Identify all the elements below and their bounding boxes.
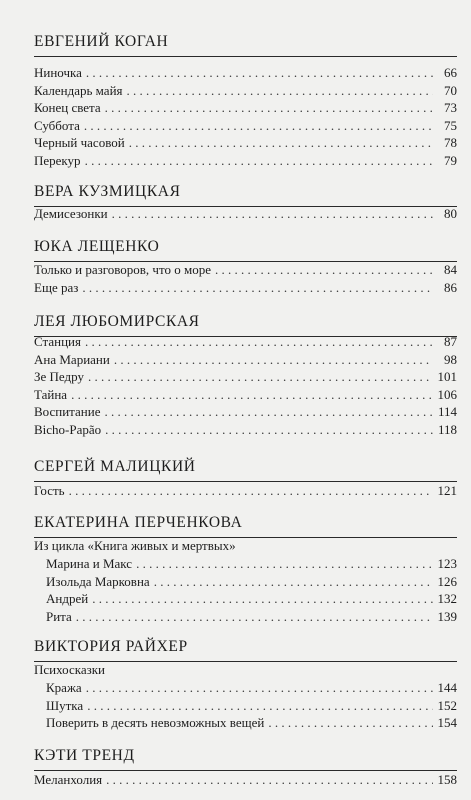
- entry-page: 132: [437, 591, 457, 606]
- entry-page: 126: [437, 573, 457, 589]
- toc-entry: [34, 261, 457, 279]
- entry-page: 121: [437, 483, 457, 498]
- entry-list: [34, 64, 457, 169]
- toc-entry: [34, 697, 457, 715]
- author-name: СЕРГЕЙ МАЛИЦКИЙ: [34, 458, 196, 475]
- toc-entry: [34, 421, 457, 439]
- entry-list: [34, 333, 457, 438]
- entry-title: Bicho-Papão: [34, 421, 102, 437]
- toc-entry: [34, 555, 457, 573]
- leader-dots: [87, 697, 433, 715]
- toc-entry: [34, 608, 457, 626]
- entry-title: Календарь майя: [34, 82, 123, 98]
- entry-title: Тайна: [34, 386, 68, 402]
- toc-entry: [34, 333, 457, 351]
- toc-entry: [34, 134, 457, 152]
- leader-dots: [71, 386, 433, 404]
- entry-page: 75: [444, 117, 457, 133]
- leader-dots: [136, 555, 433, 573]
- toc-entry: [34, 771, 457, 789]
- author-name: ЕКАТЕРИНА ПЕРЧЕНКОВА: [34, 514, 243, 531]
- entry-title: Демисезонки: [34, 206, 108, 221]
- leader-dots: [85, 152, 433, 170]
- toc-entry: [34, 117, 457, 135]
- entry-title: Марина и Макс: [46, 556, 133, 571]
- entry-page: 79: [444, 152, 457, 168]
- toc-entry: [34, 714, 457, 732]
- entry-page: 84: [444, 262, 457, 277]
- entry-page: 106: [437, 386, 457, 402]
- toc-entry: [34, 279, 457, 297]
- entry-title: Конец света: [34, 100, 101, 115]
- entry-title: Воспитание: [34, 404, 101, 419]
- leader-dots: [112, 205, 433, 223]
- leader-dots: [127, 82, 433, 100]
- entry-page: 158: [437, 772, 457, 787]
- entry-list: [34, 555, 457, 625]
- toc-entry: [34, 351, 457, 369]
- leader-dots: [76, 608, 433, 626]
- leader-dots: [86, 64, 433, 82]
- author-name: ЕВГЕНИЙ КОГАН: [34, 33, 169, 50]
- entry-title: Андрей: [46, 591, 89, 606]
- leader-dots: [86, 679, 433, 697]
- toc-entry: [34, 482, 457, 500]
- leader-dots: [268, 714, 433, 732]
- entry-title: Кража: [46, 680, 82, 695]
- entry-page: 98: [444, 351, 457, 367]
- entry-page: 152: [437, 697, 457, 713]
- leader-dots: [154, 573, 433, 591]
- leader-dots: [69, 482, 433, 500]
- entry-title: Суббота: [34, 117, 80, 133]
- entry-list: [34, 205, 457, 223]
- author-name: ВИКТОРИЯ РАЙХЕР: [34, 638, 188, 655]
- entry-title: Ниночка: [34, 65, 82, 80]
- entry-list: [34, 261, 457, 296]
- entry-list: [34, 679, 457, 732]
- entry-page: 86: [444, 279, 457, 295]
- entry-list: [34, 771, 457, 789]
- entry-title: Перекур: [34, 152, 81, 168]
- author-name: ЛЕЯ ЛЮБОМИРСКАЯ: [34, 313, 200, 330]
- leader-dots: [82, 279, 433, 297]
- leader-dots: [105, 421, 433, 439]
- toc-entry: [34, 205, 457, 223]
- entry-title: Поверить в десять невозможных вещей: [46, 715, 265, 730]
- toc-entry: [34, 679, 457, 697]
- toc-entry: [34, 573, 457, 591]
- entry-title: Шутка: [46, 697, 84, 713]
- leader-dots: [105, 99, 433, 117]
- entry-page: 144: [437, 680, 457, 695]
- cycle-title: Психосказки: [34, 662, 106, 677]
- entry-page: 154: [437, 715, 457, 730]
- toc-entry: [34, 590, 457, 608]
- toc-entry: [34, 368, 457, 386]
- toc-entry: [34, 64, 457, 82]
- entry-page: 87: [444, 334, 457, 349]
- leader-dots: [88, 368, 433, 386]
- leader-dots: [92, 590, 433, 608]
- leader-dots: [129, 134, 433, 152]
- leader-dots: [104, 403, 433, 421]
- author-name: КЭТИ ТРЕНД: [34, 747, 135, 764]
- leader-dots: [215, 261, 433, 279]
- entry-page: 123: [437, 556, 457, 571]
- leader-dots: [85, 333, 433, 351]
- entry-title: Зе Педру: [34, 369, 84, 384]
- entry-title: Рита: [46, 608, 72, 624]
- toc-entry: [34, 152, 457, 170]
- entry-title: Ана Мариани: [34, 351, 110, 367]
- entry-page: 118: [437, 421, 457, 437]
- entry-title: Станция: [34, 334, 81, 349]
- entry-title: Только и разговоров, что о море: [34, 262, 211, 277]
- entry-page: 70: [444, 82, 457, 98]
- entry-page: 66: [444, 65, 457, 80]
- author-rule: [34, 56, 457, 57]
- toc-entry: [34, 82, 457, 100]
- entry-title: Изольда Марковна: [46, 573, 150, 589]
- entry-page: 78: [444, 135, 457, 150]
- toc-entry: [34, 99, 457, 117]
- entry-page: 139: [437, 608, 457, 624]
- author-section: [34, 32, 168, 52]
- entry-page: 80: [444, 206, 457, 221]
- entry-list: [34, 482, 457, 500]
- entry-title: Меланхолия: [34, 772, 103, 787]
- entry-title: Гость: [34, 483, 65, 498]
- entry-page: 73: [444, 100, 457, 115]
- author-name: ВЕРА КУЗМИЦКАЯ: [34, 183, 181, 200]
- cycle-title: Из цикла «Книга живых и мертвых»: [34, 538, 236, 553]
- entry-title: Еще раз: [34, 279, 79, 295]
- toc-entry: [34, 403, 457, 421]
- leader-dots: [106, 771, 433, 789]
- entry-title: Черный часовой: [34, 135, 125, 150]
- toc-entry: [34, 386, 457, 404]
- entry-page: 101: [437, 369, 457, 384]
- author-name: ЮКА ЛЕЩЕНКО: [34, 238, 160, 255]
- leader-dots: [84, 117, 433, 135]
- entry-page: 114: [437, 404, 457, 419]
- leader-dots: [114, 351, 433, 369]
